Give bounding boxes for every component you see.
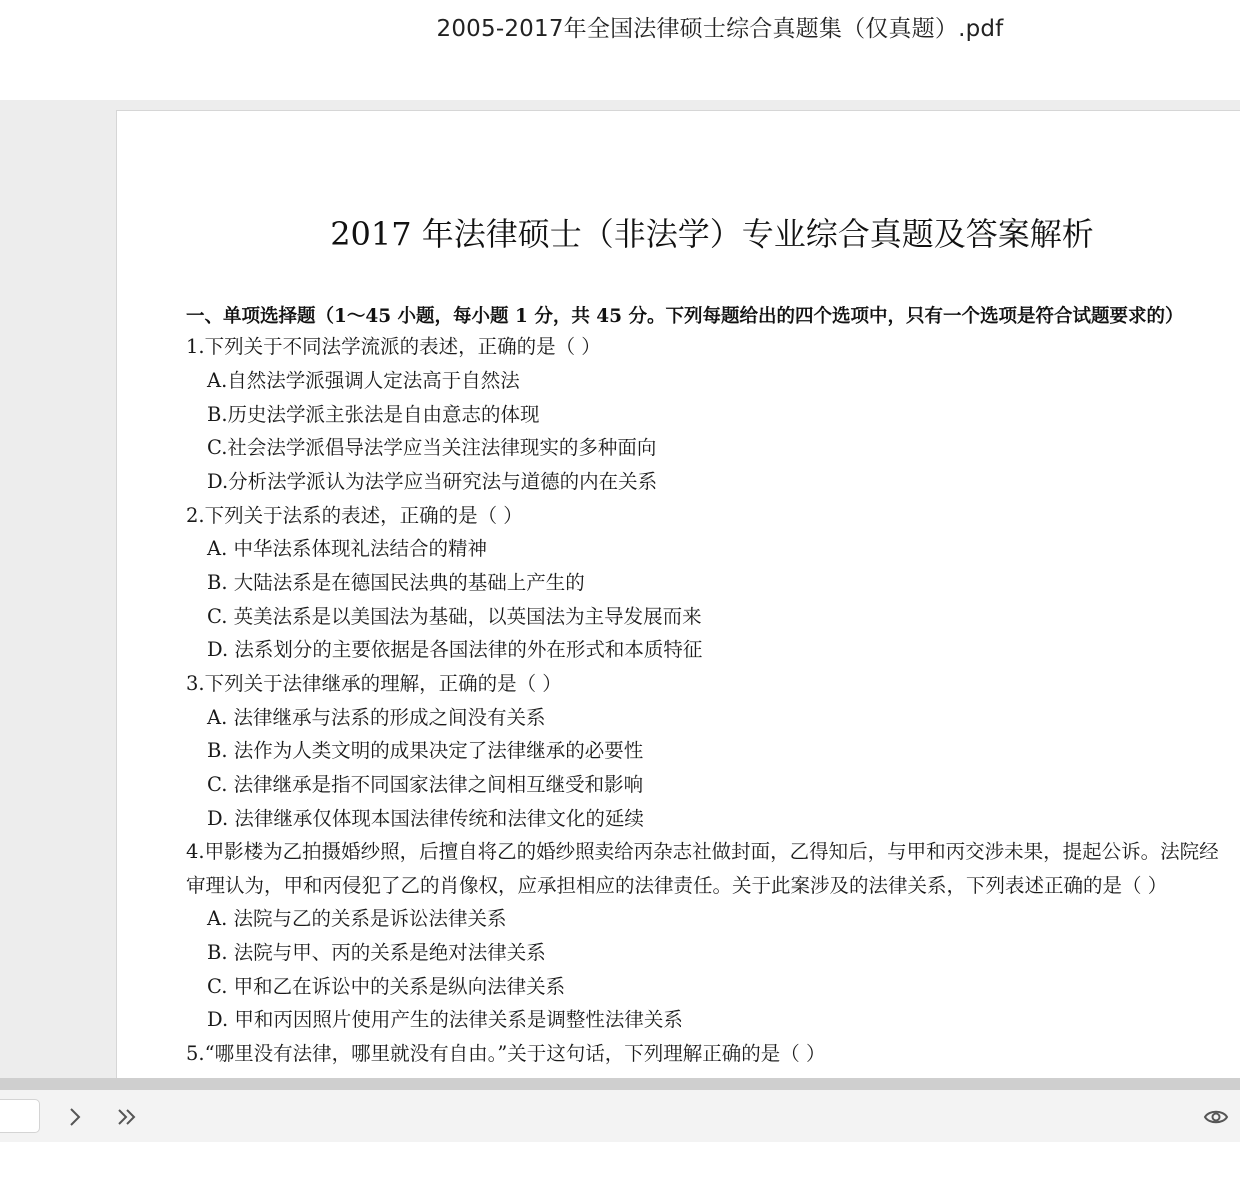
question-4-option-b: B. 法院与甲、丙的关系是绝对法律关系 (207, 941, 546, 964)
question-1-stem: 1.下列关于不同法学流派的表述，正确的是（ ） (186, 335, 601, 358)
page-navigation-toolbar (0, 1090, 1240, 1142)
double-chevron-right-icon[interactable] (113, 1103, 141, 1131)
question-3-option-a: A. 法律继承与法系的形成之间没有关系 (207, 706, 546, 729)
question-1-option-b: B.历史法学派主张法是自由意志的体现 (207, 403, 540, 426)
question-2-option-a: A. 中华法系体现礼法结合的精神 (207, 537, 487, 560)
question-5-stem: 5.“哪里没有法律，哪里就没有自由。”关于这句话，下列理解正确的是（ ） (186, 1042, 826, 1065)
pdf-page (116, 110, 1240, 1078)
document-title: 2017 年法律硕士（非法学）专业综合真题及答案解析 (330, 215, 1094, 253)
question-1-option-d: D.分析法学派认为法学应当研究法与道德的内在关系 (207, 470, 658, 493)
question-2-option-b: B. 大陆法系是在德国民法典的基础上产生的 (207, 571, 585, 594)
question-4-option-a: A. 法院与乙的关系是诉讼法律关系 (207, 907, 507, 930)
question-4-option-c: C. 甲和乙在诉讼中的关系是纵向法律关系 (207, 975, 566, 998)
question-1-option-a: A.自然法学派强调人定法高于自然法 (207, 369, 520, 392)
question-3-option-b: B. 法作为人类文明的成果决定了法律继承的必要性 (207, 739, 644, 762)
question-2-option-c: C. 英美法系是以美国法为基础，以英国法为主导发展而来 (207, 605, 702, 628)
section-heading: 一、单项选择题（1～45 小题，每小题 1 分，共 45 分。下列每题给出的四个选项中，只有一个选项是符合试题要求的） (186, 306, 1184, 327)
question-2-option-d: D. 法系划分的主要依据是各国法律的外在形式和本质特征 (207, 638, 703, 661)
question-2-stem: 2.下列关于法系的表述，正确的是（ ） (186, 504, 523, 527)
chevron-right-icon[interactable] (61, 1103, 89, 1131)
pdf-viewer[interactable] (0, 100, 1240, 1078)
title-bar (0, 0, 1240, 100)
question-3-option-d: D. 法律继承仅体现本国法律传统和法律文化的延续 (207, 807, 644, 830)
question-3-option-c: C. 法律继承是指不同国家法律之间相互继受和影响 (207, 773, 644, 796)
horizontal-scrollbar[interactable] (0, 1078, 1240, 1090)
file-title: 2005-2017年全国法律硕士综合真题集（仅真题）.pdf (436, 16, 1004, 42)
eye-icon[interactable] (1202, 1103, 1230, 1131)
question-4-option-d: D. 甲和丙因照片使用产生的法律关系是调整性法律关系 (207, 1008, 683, 1031)
question-1-option-c: C.社会法学派倡导法学应当关注法律现实的多种面向 (207, 436, 657, 459)
page-number-input[interactable] (0, 1099, 40, 1133)
footer-area (0, 1142, 1240, 1180)
question-4-stem: 4.甲影楼为乙拍摄婚纱照，后擅自将乙的婚纱照卖给丙杂志社做封面，乙得知后，与甲和丙交涉未果，提起公诉。法院经 (186, 840, 1219, 863)
question-3-stem: 3.下列关于法律继承的理解，正确的是（ ） (186, 672, 562, 695)
question-4-stem-continued: 审理认为，甲和丙侵犯了乙的肖像权，应承担相应的法律责任。关于此案涉及的法律关系，下列表述正确的是（ ） (186, 874, 1168, 897)
